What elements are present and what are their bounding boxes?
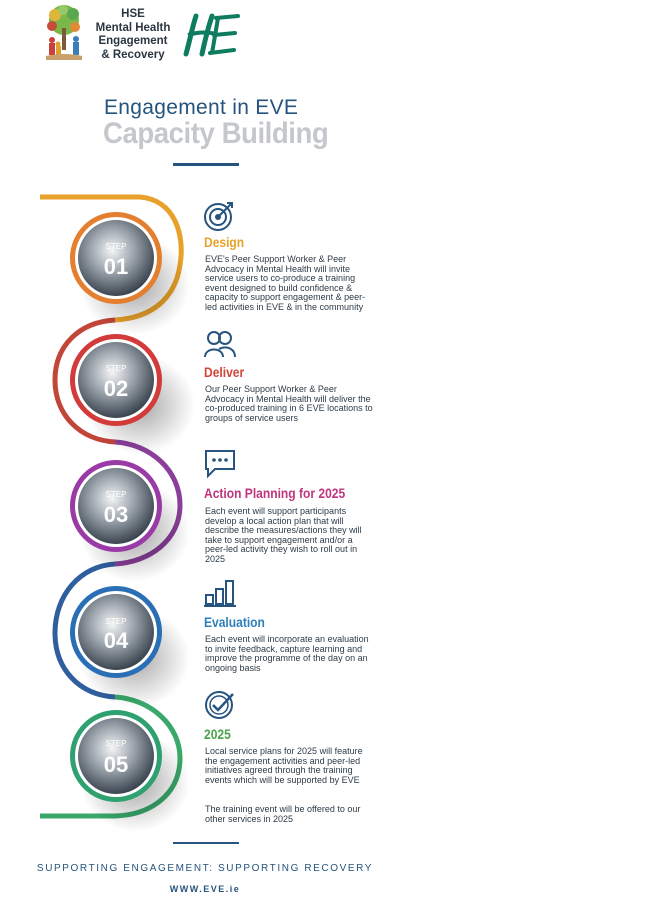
step-description: Each event will incorporate an evaluation to invite feedback, capture learning and improve the programme of the day on an ongoing basis	[205, 634, 369, 673]
step-label: STEP	[105, 490, 127, 499]
org-name-line: & Recovery	[101, 48, 165, 61]
page-subtitle: Capacity Building	[103, 117, 329, 150]
footer-divider	[173, 842, 239, 844]
org-name-line: Engagement	[98, 35, 168, 47]
chat-icon	[203, 447, 237, 481]
hse-logo-icon	[180, 10, 240, 60]
step-heading: Action Planning for 2025	[204, 485, 346, 501]
step-label: STEP	[105, 617, 127, 626]
step-heading: Design	[204, 234, 245, 250]
bar-chart-icon	[203, 575, 237, 609]
step-label: STEP	[105, 364, 127, 373]
step-number: 05	[103, 752, 129, 777]
org-name	[94, 8, 172, 62]
step-description: Our Peer Support Worker & Peer Advocacy in Mental Health will deliver the co-produced training in 6 EVE locations to groups of service users	[205, 384, 373, 423]
target-icon	[203, 199, 237, 233]
page-title: Engagement in EVE	[104, 96, 299, 119]
step-number: 02	[103, 376, 129, 401]
title-divider	[173, 163, 239, 166]
org-name-line: Mental Health	[95, 21, 171, 34]
step-number: 01	[103, 254, 129, 279]
step-description: Local service plans for 2025 will feature the engagement activities and peer-led initiatives agreed through the training events which will be supported by EVE	[205, 746, 363, 785]
footer-tagline: SUPPORTING ENGAGEMENT: SUPPORTING RECOVERY	[36, 863, 374, 874]
step-heading: 2025	[204, 726, 231, 742]
step-description: Each event will support participants develop a local action plan that will describe the measures/actions they will take to support engagement and/or a peer-led activity they wish to roll out in 2025	[205, 506, 362, 564]
step-label: STEP	[105, 739, 127, 748]
step-heading: Evaluation	[204, 614, 265, 630]
check-circle-icon	[203, 688, 237, 722]
step-label: STEP	[105, 242, 127, 251]
org-name-line: HSE	[121, 8, 145, 20]
step-number: 04	[103, 628, 129, 653]
website-link[interactable]: WWW.EVE.ie	[169, 884, 241, 894]
step-heading: Deliver	[204, 364, 245, 380]
step-description: EVE's Peer Support Worker & Peer Advocacy in Mental Health will invite service users to co-produce a training event designed to build confidence & capacity to support engagement & peer-led activities in EVE & in the community	[205, 254, 366, 312]
step-number: 03	[103, 502, 129, 527]
people-icon	[203, 329, 237, 363]
tree-family-logo-icon	[43, 4, 85, 62]
step-description-extra: The training event will be offered to our other services in 2025	[205, 804, 361, 824]
